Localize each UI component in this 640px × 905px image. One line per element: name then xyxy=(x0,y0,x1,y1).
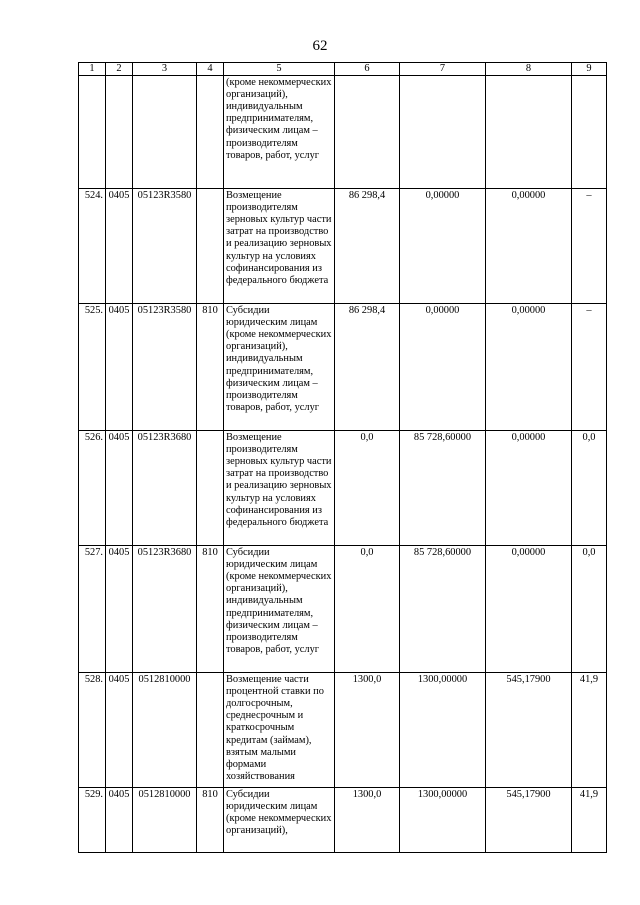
table-row xyxy=(79,673,607,788)
expense-kind-cell: 810 xyxy=(197,546,224,673)
value-cell-9: – xyxy=(572,304,607,431)
value-cell-6 xyxy=(335,76,400,189)
row-number-cell xyxy=(79,76,106,189)
value-cell-8: 545,17900 xyxy=(486,788,572,853)
section-code-cell xyxy=(106,76,133,189)
target-code-cell: 0512810000 xyxy=(133,673,197,788)
value-cell-9: – xyxy=(572,189,607,304)
value-cell-6: 86 298,4 xyxy=(335,189,400,304)
description-cell: Возмещение части процентной ставки по долгосрочным, среднесрочным и краткосрочным кредитам (займам), взятым малыми формами хозяйствования xyxy=(224,673,335,788)
column-header: 7 xyxy=(400,63,486,76)
value-cell-6: 1300,0 xyxy=(335,788,400,853)
value-cell-7 xyxy=(400,76,486,189)
row-number-cell: 526. xyxy=(79,431,106,546)
value-cell-8: 545,17900 xyxy=(486,673,572,788)
column-header: 8 xyxy=(486,63,572,76)
column-header: 3 xyxy=(133,63,197,76)
expense-kind-cell: 810 xyxy=(197,788,224,853)
value-cell-7: 85 728,60000 xyxy=(400,546,486,673)
section-code-cell: 0405 xyxy=(106,304,133,431)
table-row xyxy=(79,189,607,304)
section-code-cell: 0405 xyxy=(106,788,133,853)
value-cell-7: 1300,00000 xyxy=(400,788,486,853)
column-header: 6 xyxy=(335,63,400,76)
expense-kind-cell xyxy=(197,431,224,546)
table-row xyxy=(79,546,607,673)
column-number-row xyxy=(79,63,607,76)
section-code-cell: 0405 xyxy=(106,431,133,546)
description-cell: Субсидии юридическим лицам (кроме некоммерческих организаций), индивидуальным предпринимателям, физическим лицам – производителям товаров, работ, услуг xyxy=(224,304,335,431)
value-cell-6: 86 298,4 xyxy=(335,304,400,431)
value-cell-7: 1300,00000 xyxy=(400,673,486,788)
row-number-cell: 525. xyxy=(79,304,106,431)
expense-kind-cell xyxy=(197,189,224,304)
target-code-cell: 05123R3580 xyxy=(133,304,197,431)
value-cell-9: 41,9 xyxy=(572,673,607,788)
description-cell: Возмещение производителям зерновых культур части затрат на производство и реализацию зерновых культур на условиях софинансирования из федерального бюджета xyxy=(224,189,335,304)
budget-table xyxy=(78,62,607,853)
value-cell-7: 85 728,60000 xyxy=(400,431,486,546)
value-cell-8: 0,00000 xyxy=(486,189,572,304)
column-header: 9 xyxy=(572,63,607,76)
value-cell-6: 0,0 xyxy=(335,431,400,546)
value-cell-6: 0,0 xyxy=(335,546,400,673)
value-cell-9: 41,9 xyxy=(572,788,607,853)
description-cell: Субсидии юридическим лицам (кроме некоммерческих организаций), индивидуальным предпринимателям, физическим лицам – производителям товаров, работ, услуг xyxy=(224,546,335,673)
row-number-cell: 524. xyxy=(79,189,106,304)
column-header: 1 xyxy=(79,63,106,76)
expense-kind-cell xyxy=(197,76,224,189)
value-cell-6: 1300,0 xyxy=(335,673,400,788)
row-number-cell: 528. xyxy=(79,673,106,788)
section-code-cell: 0405 xyxy=(106,546,133,673)
description-cell: Субсидии юридическим лицам (кроме некоммерческих организаций), xyxy=(224,788,335,853)
expense-kind-cell: 810 xyxy=(197,304,224,431)
section-code-cell: 0405 xyxy=(106,189,133,304)
target-code-cell: 05123R3680 xyxy=(133,546,197,673)
section-code-cell: 0405 xyxy=(106,673,133,788)
row-number-cell: 527. xyxy=(79,546,106,673)
value-cell-9 xyxy=(572,76,607,189)
value-cell-9: 0,0 xyxy=(572,431,607,546)
table-row xyxy=(79,788,607,853)
target-code-cell: 0512810000 xyxy=(133,788,197,853)
table-row xyxy=(79,76,607,189)
table-row xyxy=(79,431,607,546)
page-number: 62 xyxy=(312,38,328,54)
column-header: 2 xyxy=(106,63,133,76)
column-header: 5 xyxy=(224,63,335,76)
value-cell-8: 0,00000 xyxy=(486,546,572,673)
value-cell-8: 0,00000 xyxy=(486,304,572,431)
target-code-cell: 05123R3680 xyxy=(133,431,197,546)
expense-kind-cell xyxy=(197,673,224,788)
value-cell-7: 0,00000 xyxy=(400,189,486,304)
target-code-cell: 05123R3580 xyxy=(133,189,197,304)
target-code-cell xyxy=(133,76,197,189)
description-cell: Возмещение производителям зерновых культур части затрат на производство и реализацию зерновых культур на условиях софинансирования из федерального бюджета xyxy=(224,431,335,546)
row-number-cell: 529. xyxy=(79,788,106,853)
value-cell-8: 0,00000 xyxy=(486,431,572,546)
value-cell-7: 0,00000 xyxy=(400,304,486,431)
description-cell: (кроме некоммерческих организаций), индивидуальным предпринимателям, физическим лицам – производителям товаров, работ, услуг xyxy=(224,76,335,189)
value-cell-9: 0,0 xyxy=(572,546,607,673)
value-cell-8 xyxy=(486,76,572,189)
table-row xyxy=(79,304,607,431)
column-header: 4 xyxy=(197,63,224,76)
